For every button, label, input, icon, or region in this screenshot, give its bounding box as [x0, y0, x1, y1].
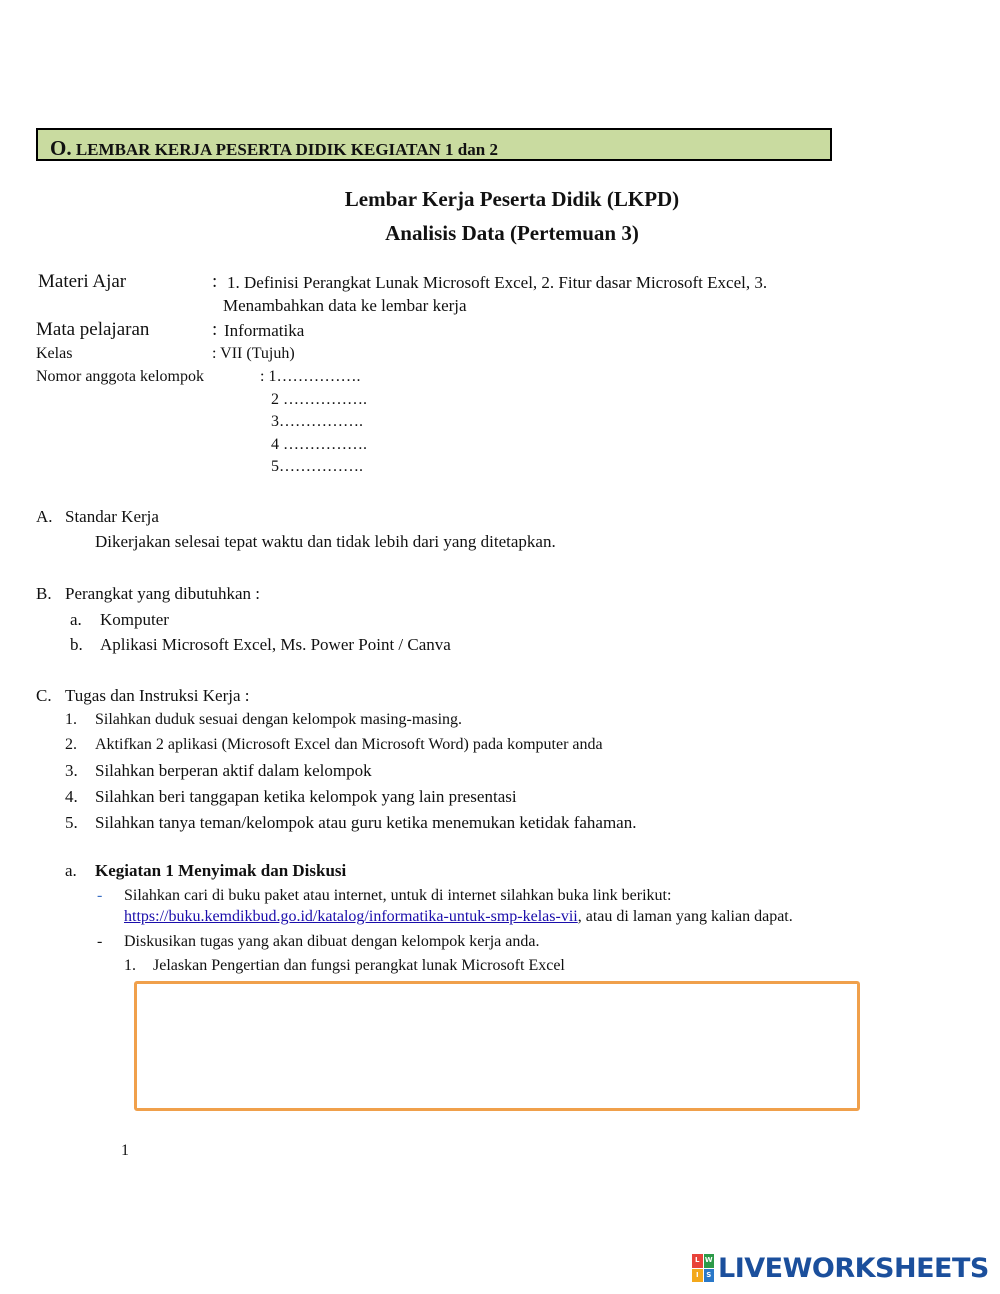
- materi-label: Materi Ajar: [38, 271, 127, 292]
- instruction-marker: 5.: [65, 813, 78, 832]
- page-number: 1: [121, 1142, 129, 1159]
- section-a-marker: A.: [36, 507, 53, 526]
- page-subtitle: Analisis Data (Pertemuan 3): [385, 221, 639, 245]
- activity-marker: a.: [65, 861, 77, 880]
- answer-input-box[interactable]: [134, 981, 860, 1111]
- instruction-text: Silahkan tanya teman/kelompok atau guru ketika menemukan ketidak fahaman.: [95, 813, 637, 832]
- section-a-title: Standar Kerja: [65, 507, 159, 526]
- instruction-text: Silahkan berperan aktif dalam kelompok: [95, 761, 372, 780]
- liveworksheets-wordmark: LIVEWORKSHEETS: [718, 1252, 989, 1284]
- liveworksheets-logo: [692, 1250, 989, 1286]
- instruction-marker: 4.: [65, 787, 78, 806]
- section-b-marker: B.: [36, 584, 52, 603]
- section-header-title: LEMBAR KERJA PESERTA DIDIK KEGIATAN 1 dan 2: [75, 140, 498, 159]
- activity-title: Kegiatan 1 Menyimak dan Diskusi: [95, 861, 347, 880]
- bullet-link-rest: , atau di laman yang kalian dapat.: [577, 908, 793, 925]
- logo-icon-cell: I: [692, 1269, 703, 1283]
- materi-value-line1: 1. Definisi Perangkat Lunak Microsoft Excel, 2. Fitur dasar Microsoft Excel, 3.: [227, 273, 768, 292]
- instruction-text: Silahkan beri tanggapan ketika kelompok yang lain presentasi: [95, 787, 517, 806]
- section-b-item-marker: a.: [70, 610, 82, 629]
- instruction-marker: 2.: [65, 736, 77, 753]
- section-c-title: Tugas dan Instruksi Kerja :: [65, 686, 250, 705]
- bullet-text: Diskusikan tugas yang akan dibuat dengan kelompok kerja anda.: [124, 933, 540, 950]
- section-header-text: [50, 136, 498, 161]
- section-header-bar: [36, 128, 832, 161]
- mapel-colon: :: [212, 319, 218, 340]
- liveworksheets-icon: [692, 1254, 714, 1282]
- logo-icon-cell: S: [704, 1269, 715, 1283]
- instruction-text: Aktifkan 2 aplikasi (Microsoft Excel dan Microsoft Word) pada komputer anda: [95, 736, 603, 753]
- question-marker: 1.: [124, 957, 136, 974]
- member-5: 5…………….: [271, 458, 363, 475]
- section-b-item-text: Komputer: [100, 610, 169, 629]
- mapel-value: Informatika: [224, 321, 305, 340]
- member-1: : 1…………….: [260, 368, 361, 385]
- kelas-label: Kelas: [36, 345, 73, 362]
- kelas-value: : VII (Tujuh): [212, 345, 295, 362]
- materi-value-line2: Menambahkan data ke lembar kerja: [223, 296, 467, 315]
- bullet-link-line: [124, 908, 793, 926]
- instruction-text: Silahkan duduk sesuai dengan kelompok masing-masing.: [95, 711, 463, 728]
- member-2: 2 …………….: [271, 391, 367, 408]
- katalog-link[interactable]: https://buku.kemdikbud.go.id/katalog/informatika-untuk-smp-kelas-vii: [124, 908, 578, 925]
- instruction-marker: 1.: [65, 711, 77, 728]
- logo-icon-cell: W: [704, 1254, 715, 1268]
- member-4: 4 …………….: [271, 436, 367, 453]
- mapel-label: Mata pelajaran: [36, 319, 150, 340]
- instruction-marker: 3.: [65, 761, 78, 780]
- materi-colon: :: [212, 271, 218, 292]
- section-letter: O.: [50, 136, 72, 160]
- question-text: Jelaskan Pengertian dan fungsi perangkat lunak Microsoft Excel: [153, 957, 565, 974]
- section-c-marker: C.: [36, 686, 52, 705]
- section-b-item-marker: b.: [70, 635, 83, 654]
- logo-icon-cell: L: [692, 1254, 703, 1268]
- page-title: Lembar Kerja Peserta Didik (LKPD): [344, 187, 680, 211]
- nomor-label: Nomor anggota kelompok: [36, 368, 204, 385]
- section-b-item-text: Aplikasi Microsoft Excel, Ms. Power Point / Canva: [100, 635, 451, 654]
- member-3: 3…………….: [271, 413, 363, 430]
- section-a-body: Dikerjakan selesai tepat waktu dan tidak lebih dari yang ditetapkan.: [95, 532, 556, 551]
- bullet-dash: -: [97, 887, 103, 904]
- section-b-title: Perangkat yang dibutuhkan :: [65, 584, 260, 603]
- bullet-dash: -: [97, 933, 103, 950]
- bullet-text: Silahkan cari di buku paket atau internet, untuk di internet silahkan buka link berikut:: [124, 887, 672, 904]
